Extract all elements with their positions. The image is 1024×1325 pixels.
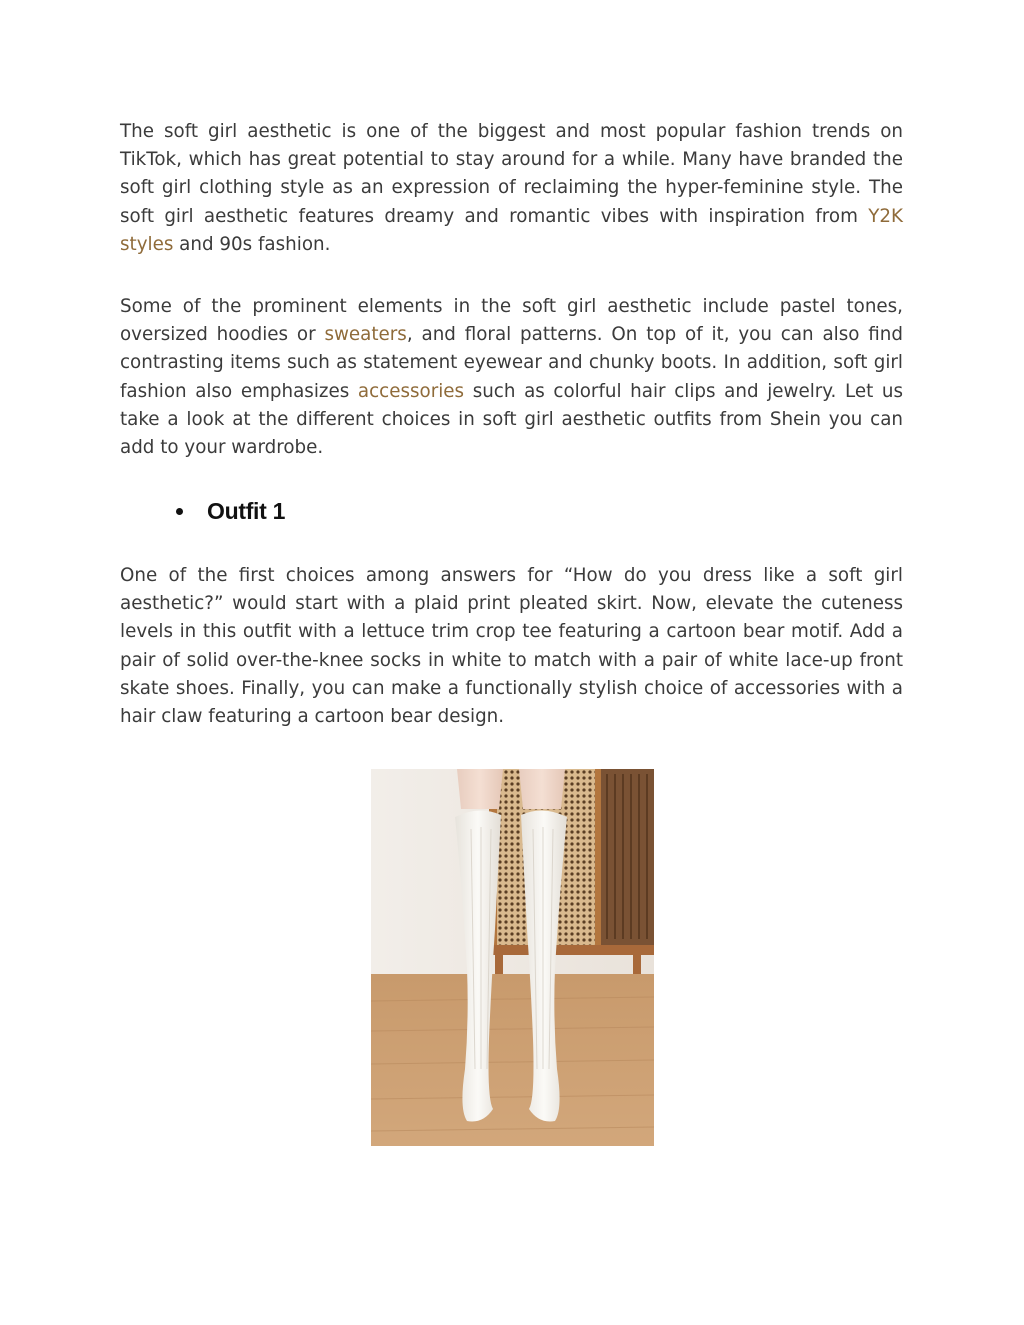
accessories-link[interactable]: accessories [357, 380, 465, 402]
sweaters-link[interactable]: sweaters [324, 324, 407, 346]
elements-text-2: , and floral patterns. On top of it, you can also find contrasting items such as statement eyewear and chunky boots. In addition, soft girl fashion also emphasizes [120, 324, 903, 402]
elements-paragraph [120, 293, 903, 462]
elements-text-3: such as colorful hair clips and jewelry. Let us take a look at the different choices in soft girl aesthetic outfits from Shein you can add to your wardrobe. [120, 380, 903, 459]
knee-socks-photo [371, 769, 654, 1146]
intro-paragraph [120, 118, 903, 259]
outfit-bullet-item [176, 494, 285, 528]
outfit-heading: Outfit 1 [207, 497, 286, 524]
outfit-description-paragraph: One of the first choices among answers for “How do you dress like a soft girl aesthetic?” would start with a plaid print pleated skirt. Now, elevate the cuteness levels in this outfit with a lettuce trim crop tee featuring a cartoon bear motif. Add a pair of solid over-the-knee socks in white to match with a pair of white lace-up front skate shoes. Finally, you can make a functionally stylish choice of accessories with a hair claw featuring a cartoon bear design. [120, 565, 903, 728]
elements-text-1: Some of the prominent elements in the soft girl aesthetic include pastel tones, oversized hoodies or [120, 296, 903, 346]
intro-text-end: and 90s fashion. [173, 233, 331, 255]
y2k-styles-link[interactable]: Y2K styles [120, 205, 903, 255]
bullet-dot-icon [176, 508, 183, 515]
intro-text-start: The soft girl aesthetic is one of the biggest and most popular fashion trends on TikTok, which has great potential to stay around for a while. Many have branded the soft girl clothing style as an expression of reclaiming the hyper-feminine style. The soft girl aesthetic features dreamy and romantic vibes with inspiration from [120, 121, 903, 227]
